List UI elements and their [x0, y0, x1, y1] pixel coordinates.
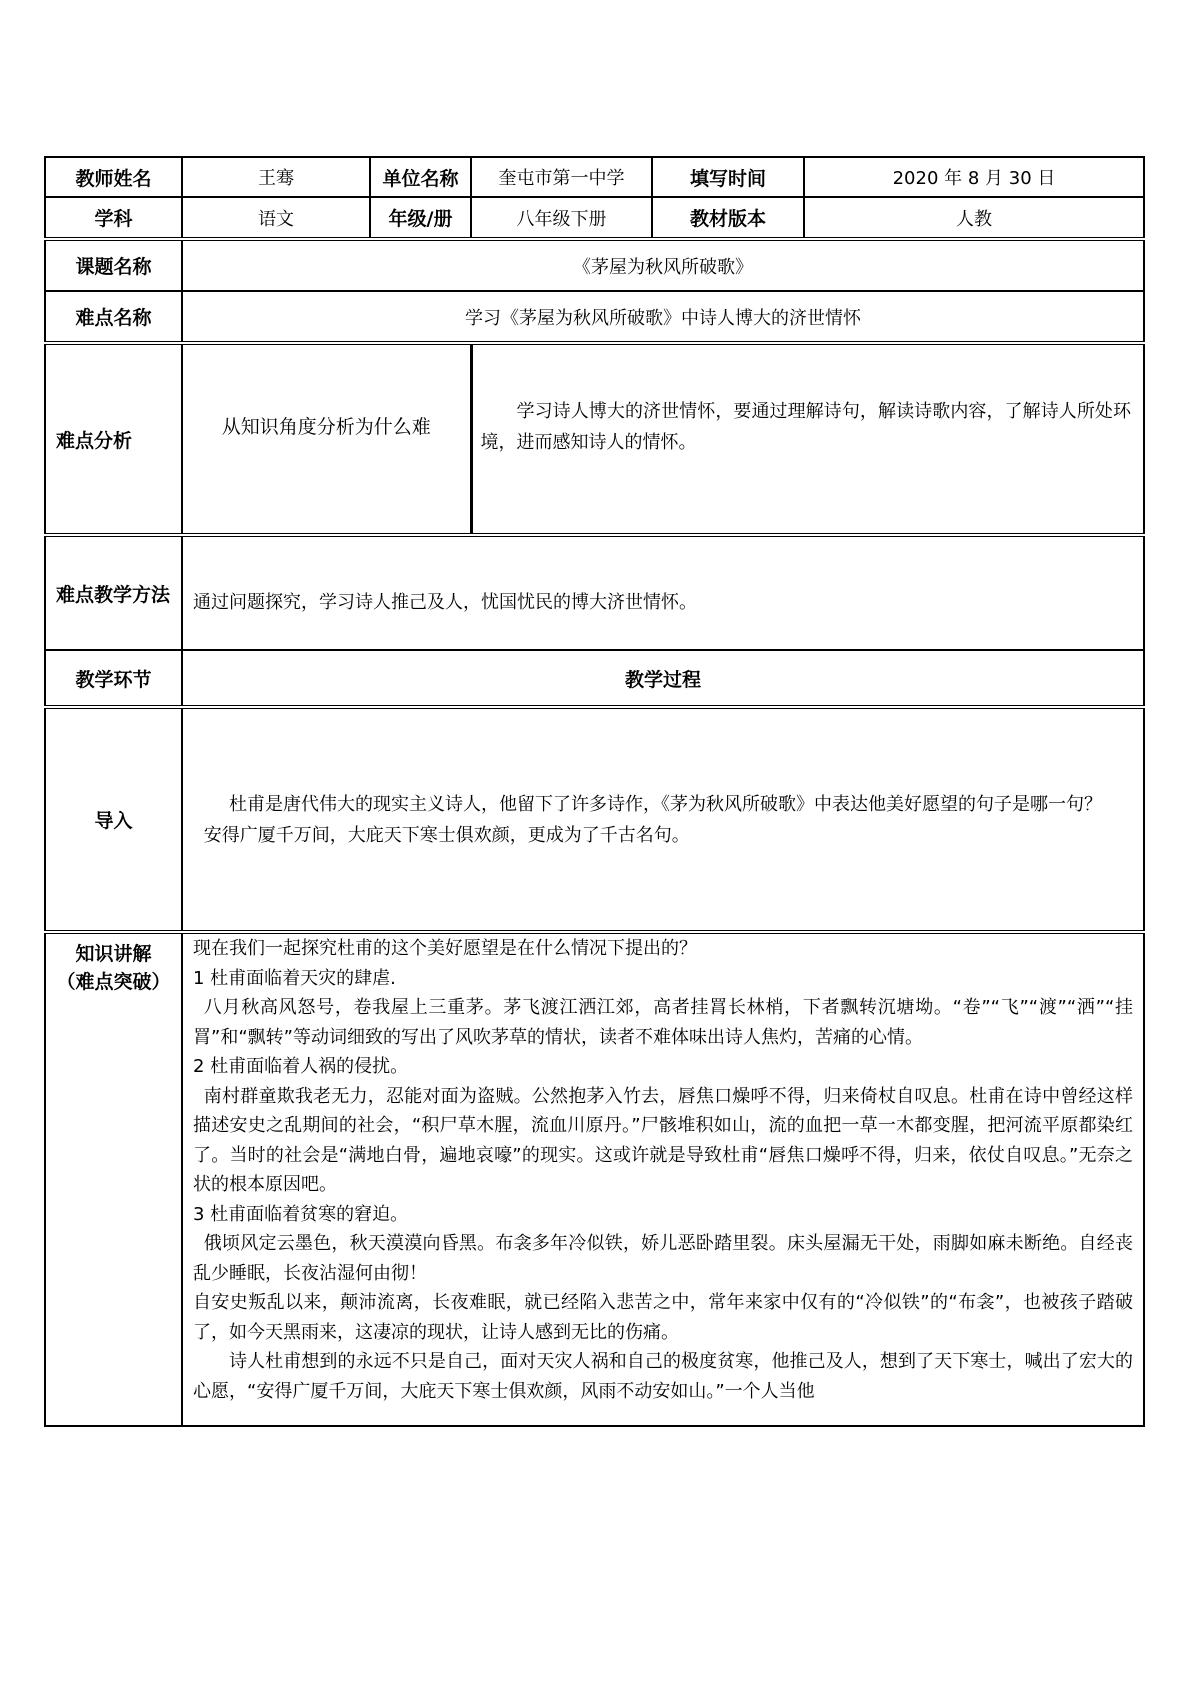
edition-label: 教材版本 — [652, 197, 804, 239]
difficulty-row — [45, 291, 1144, 343]
teacher-value: 王骞 — [182, 157, 370, 197]
intro-label: 导入 — [45, 707, 182, 932]
difficulty-value: 学习《茅屋为秋风所破歌》中诗人博大的济世情怀 — [182, 291, 1144, 343]
method-label: 难点教学方法 — [45, 535, 182, 650]
topic-value: 《茅屋为秋风所破歌》 — [182, 239, 1144, 291]
lesson-plan-table — [44, 156, 1145, 1427]
knowledge-paragraph: 现在我们一起探究杜甫的这个美好愿望是在什么情况下提出的？ — [193, 938, 697, 959]
knowledge-paragraph: 2 杜甫面临着人祸的侵扰。 — [193, 1056, 409, 1077]
edition-value: 人教 — [804, 197, 1144, 239]
knowledge-paragraph: 俄顷风定云墨色，秋天漠漠向昏黑。布衾多年冷似铁，娇儿恶卧踏里裂。床头屋漏无干处，雨脚如麻未断绝。自经丧乱少睡眠，长夜沾湿何由彻！ — [193, 1233, 1133, 1284]
lesson-plan-page — [44, 156, 1143, 1427]
knowledge-paragraph: 自安史叛乱以来，颠沛流离，长夜难眠，就已经陷入悲苦之中，常年来家中仅有的“冷似铁”的“布衾”，也被孩子踏破了，如今天黑雨来，这凄凉的现状，让诗人感到无比的伤痛。 — [193, 1292, 1133, 1343]
info-row-1 — [45, 157, 1144, 197]
method-text: 通过问题探究，学习诗人推己及人，忧国忧民的博大济世情怀。 — [182, 535, 1144, 650]
analysis-text: 学习诗人博大的济世情怀，要通过理解诗句，解读诗歌内容，了解诗人所处环境，进而感知诗人的情怀。 — [480, 401, 1131, 453]
process-section-label: 教学环节 — [45, 650, 182, 707]
date-value: 2020 年 8 月 30 日 — [804, 157, 1144, 197]
intro-text-cell — [182, 707, 1144, 932]
topic-row — [45, 239, 1144, 291]
topic-label: 课题名称 — [45, 239, 182, 291]
grade-value: 八年级下册 — [471, 197, 652, 239]
knowledge-label — [45, 932, 182, 1426]
knowledge-paragraph: 南村群童欺我老无力，忍能对面为盗贼。公然抱茅入竹去，唇焦口燥呼不得，归来倚杖自叹息。杜甫在诗中曾经这样描述安史之乱期间的社会，“积尸草木腥，流血川原丹。”尸骸堆积如山，流的血把一草一木都变腥，把河流平原都染红了。当时的社会是“满地白骨，遍地哀嚎”的现实。这或许就是导致杜甫“唇焦口燥呼不得，归来，依仗自叹息。”无奈之状的根本原因吧。 — [193, 1085, 1133, 1195]
analysis-sub-label — [182, 343, 471, 535]
subject-value: 语文 — [182, 197, 370, 239]
unit-value: 奎屯市第一中学 — [471, 157, 652, 197]
intro-paragraph-2: 安得广厦千万间，大庇天下寒士俱欢颜，更成为了千古名句。 — [203, 824, 690, 846]
grade-label: 年级/册 — [370, 197, 471, 239]
analysis-text-cell — [471, 343, 1144, 535]
date-label: 填写时间 — [652, 157, 804, 197]
knowledge-label-line-1: 知识讲解 — [75, 943, 152, 965]
unit-label: 单位名称 — [370, 157, 471, 197]
process-title: 教学过程 — [182, 650, 1144, 707]
analysis-label: 难点分析 — [45, 343, 182, 535]
intro-paragraph-1: 杜甫是唐代伟大的现实主义诗人，他留下了许多诗作，《茅为秋风所破歌》中表达他美好愿望的句子是哪一句？ — [229, 793, 1102, 815]
knowledge-paragraph: 八月秋高风怒号，卷我屋上三重茅。茅飞渡江洒江郊，高者挂罥长林梢，下者飘转沉塘坳。“卷”“飞”“渡”“洒”“挂罥”和“飘转”等动词细致的写出了风吹茅草的情状，读者不难体味出诗人焦灼，苦痛的心情。 — [193, 997, 1134, 1048]
knowledge-row — [45, 932, 1144, 1426]
teacher-label: 教师姓名 — [45, 157, 182, 197]
subject-label: 学科 — [45, 197, 182, 239]
knowledge-text-cell — [182, 932, 1144, 1426]
info-row-2 — [45, 197, 1144, 239]
intro-row — [45, 707, 1144, 932]
process-header-row — [45, 650, 1144, 707]
knowledge-paragraph: 3 杜甫面临着贫寒的窘迫。 — [193, 1203, 409, 1225]
difficulty-label: 难点名称 — [45, 291, 182, 343]
knowledge-paragraph: 诗人杜甫想到的永远不只是自己，面对天灾人祸和自己的极度贫寒，他推己及人，想到了天下寒士，喊出了宏大的心愿，“安得广厦千万间，大庇天下寒士俱欢颜，风雨不动安如山。”一个人当他 — [193, 1351, 1133, 1402]
knowledge-paragraph: 1 杜甫面临着天灾的肆虐. — [193, 967, 396, 989]
knowledge-label-line-2: （难点突破） — [56, 971, 171, 993]
analysis-row — [45, 343, 1144, 535]
method-row — [45, 535, 1144, 650]
analysis-sub-label-text: 从知识角度分析为什么难 — [221, 416, 431, 438]
